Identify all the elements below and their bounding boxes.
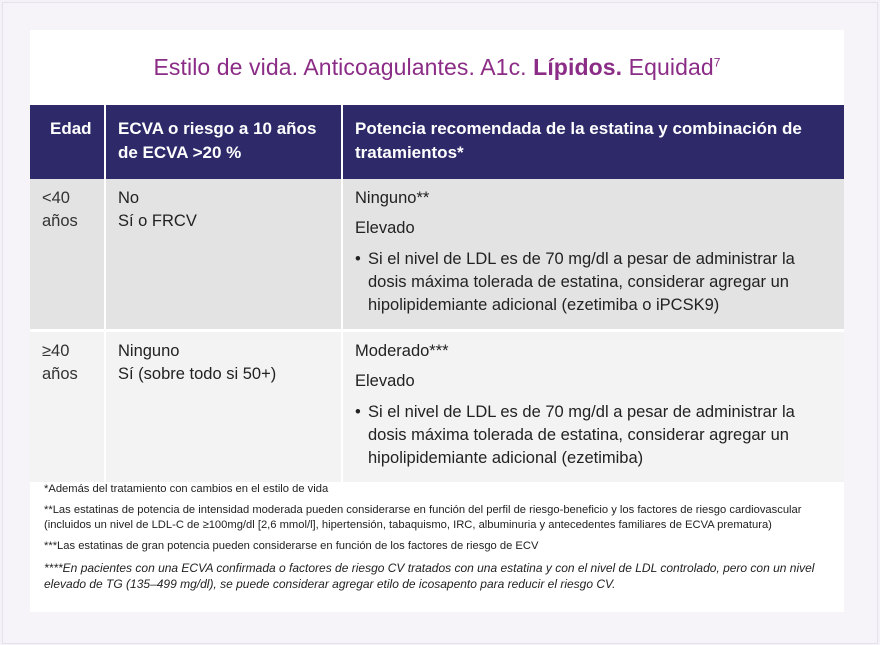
bullet-text: Si el nivel de LDL es de 70 mg/dl a pesar de administrar la dosis máxima tolerada de estatina, considerar agregar un hipolipidemiante adicional (ezetimiba o iPCSK9) — [368, 250, 795, 314]
header-ecva: ECVA o riesgo a 10 años de ECVA >20 % — [105, 105, 342, 179]
title-text: Estilo de vida. Anticoagulantes. A1c. — [153, 54, 534, 80]
table-header-row — [30, 105, 844, 179]
ecva-cell — [105, 179, 342, 331]
bullet-icon: • — [355, 250, 361, 268]
page-title — [30, 54, 844, 81]
bullet-text: Si el nivel de LDL es de 70 mg/dl a pesar de administrar la dosis máxima tolerada de estatina, considerar agregar un hipolipidemiante adicional (ezetimiba) — [368, 403, 795, 467]
potency-cell — [342, 331, 844, 483]
header-potencia: Potencia recomendada de la estatina y combinación de tratamientos* — [342, 105, 844, 179]
bullet-icon: • — [355, 403, 361, 421]
ecva-value: No — [118, 189, 140, 207]
potency-value: Elevado — [355, 372, 415, 390]
footnotes — [44, 482, 834, 598]
footnote: ****En pacientes con una ECVA confirmada o factores de riesgo CV tratados con una estatina y con el nivel de LDL controlado, pero con un nivel elevado de TG (135–499 mg/dl), se puede considerar agregar etilo de icosapento para reducir el riesgo CV. — [44, 561, 815, 591]
header-edad: Edad — [30, 105, 105, 179]
age-cell: <40 años — [30, 179, 105, 331]
footnote: *Además del tratamiento con cambios en el estilo de vida — [44, 483, 329, 495]
title-text-equidad: Equidad — [622, 54, 714, 80]
bullet-item — [355, 401, 834, 470]
age-cell: ≥40 años — [30, 331, 105, 483]
footnote: **Las estatinas de potencia de intensidad moderada pueden considerarse en función del perfil de riesgo-beneficio y los factores de riesgo cardiovascular (incluidos un nivel de LDL-C de ≥100mg/dl [2,6 mmol/l], hipertensión, tabaquismo, IRC, albuminuria y antecedentes familiares de ECVA prematura) — [44, 504, 802, 531]
potency-value: Elevado — [355, 219, 415, 237]
potency-value: Moderado*** — [355, 342, 449, 360]
ecva-value: Sí o FRCV — [118, 212, 197, 230]
ecva-cell — [105, 331, 342, 483]
statin-table — [30, 105, 844, 482]
table-row — [30, 331, 844, 483]
potency-cell — [342, 179, 844, 331]
ecva-value: Sí (sobre todo si 50+) — [118, 365, 277, 383]
page-frame — [2, 2, 878, 644]
title-superscript: 7 — [713, 55, 721, 70]
table-row — [30, 179, 844, 331]
ecva-value: Ninguno — [118, 342, 180, 360]
title-bold-lipids: Lípidos. — [533, 54, 623, 80]
footnote: ***Las estatinas de gran potencia pueden considerarse en función de los factores de riesgo de ECV — [44, 540, 539, 552]
content-card — [30, 30, 844, 612]
potency-value: Ninguno** — [355, 189, 430, 207]
bullet-item — [355, 248, 834, 317]
